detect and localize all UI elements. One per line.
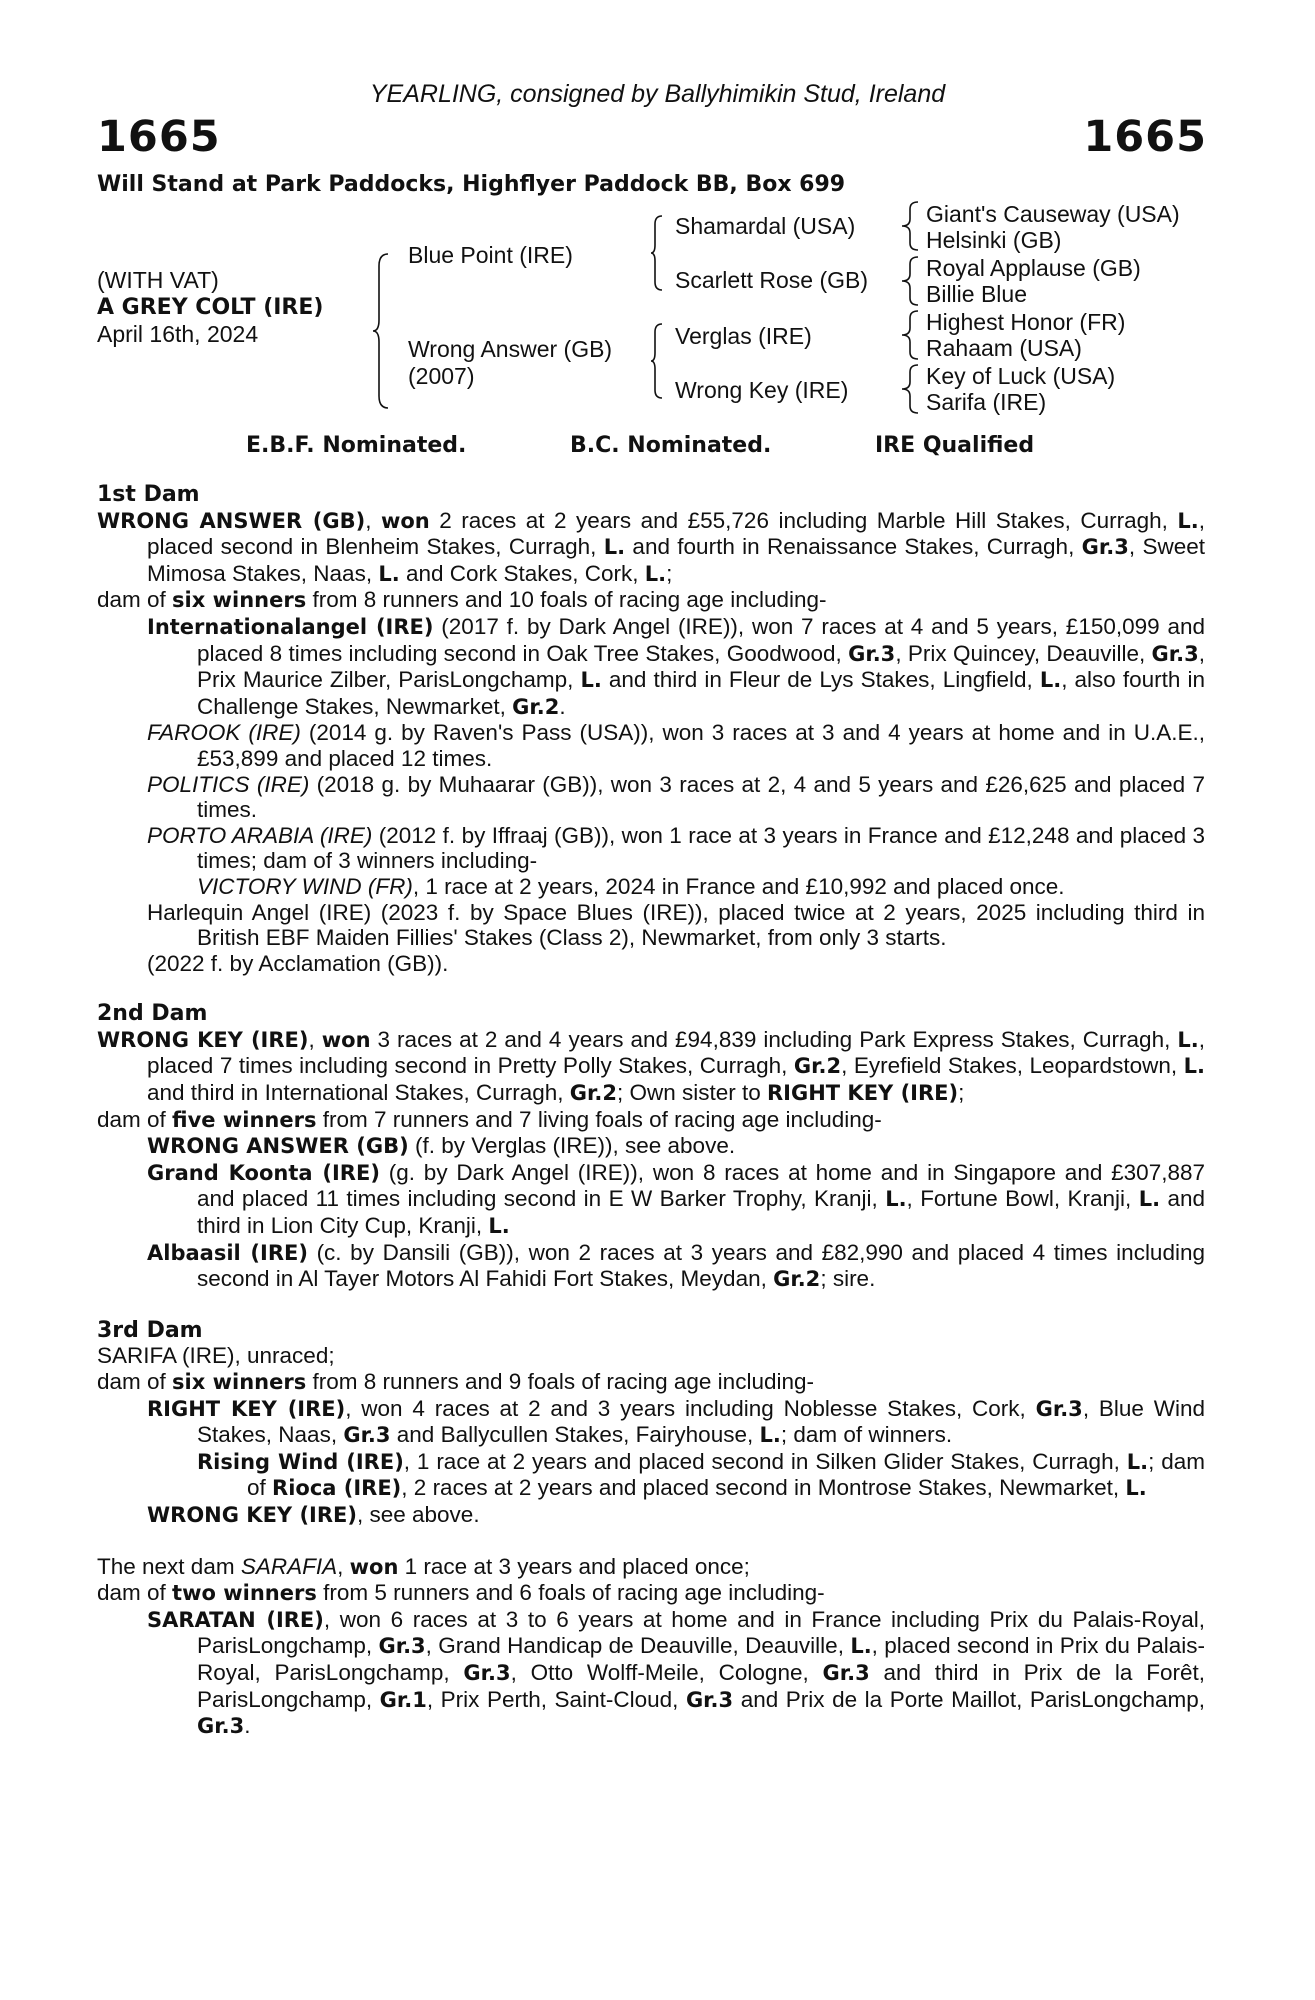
text-run: , [308, 1026, 322, 1052]
brace-g3 [898, 309, 922, 361]
text-run: SARIFA (IRE), unraced; [97, 1343, 335, 1369]
bold-text: Gr.3 [848, 641, 896, 666]
text-run: and third in Lion City Cup, Kranji, [197, 1186, 1205, 1239]
bold-text: Gr.3 [1081, 535, 1129, 560]
text-run: (c. by Dansili (GB)), won 2 races at 3 years and £82,990 and placed 4 times including second in Al Tayer Motors Al Fahidi Fort Stakes, Meydan, [197, 1239, 1205, 1292]
g1: Giant's Causeway (USA) [926, 201, 1180, 227]
dam-section [97, 1554, 1205, 1740]
bold-text: RIGHT KEY (IRE) [147, 1396, 346, 1421]
text-run: ; dam of [247, 1448, 1205, 1501]
dam-section [97, 1001, 1205, 1293]
text-run: dam of [97, 1369, 173, 1394]
produce-record [97, 482, 1205, 1740]
bold-text: Rioca (IRE) [272, 1476, 402, 1501]
brace-g2 [898, 255, 922, 307]
bold-text: WRONG KEY (IRE) [97, 1027, 309, 1052]
section-gap [97, 1529, 1205, 1554]
dam-dam: Wrong Key (IRE) [675, 377, 849, 403]
bold-text: L. [1177, 508, 1199, 533]
section-gap [97, 976, 1205, 1001]
vat-note: (WITH VAT) [97, 267, 219, 293]
text-run: , won 6 races at 3 to 6 years at home and in France including Prix du Palais-Royal, ParisLongchamp, [197, 1606, 1205, 1659]
text-run: , Otto Wolff-Meile, Cologne, [510, 1659, 823, 1685]
text-run: ; Own sister to [616, 1080, 767, 1106]
ebf-nomination: E.B.F. Nominated. [246, 433, 467, 458]
bold-text: L. [580, 668, 602, 693]
produce-entry [97, 1343, 1205, 1369]
bold-text: L. [885, 1187, 907, 1212]
text-run: and third in Fleur de Lys Stakes, Lingfield, [601, 667, 1040, 693]
bold-text: WRONG ANSWER (GB) [147, 1134, 409, 1159]
sire-dam: Scarlett Rose (GB) [675, 267, 868, 293]
text-run: , 1 race at 2 years and placed second in Silken Glider Stakes, Curragh, [403, 1448, 1127, 1474]
produce-entry [97, 823, 1205, 874]
g7: Key of Luck (USA) [926, 363, 1116, 389]
sire-sire: Shamardal (USA) [675, 213, 856, 239]
bold-text: Rising Wind (IRE) [197, 1449, 404, 1474]
bold-text: won [349, 1554, 399, 1579]
bold-text: L. [644, 561, 667, 586]
dam: Wrong Answer (GB) [408, 336, 613, 362]
produce-entry [97, 772, 1205, 823]
text-run: (2017 f. by Dark Angel (IRE)), won 7 races at 4 and 5 years, £150,099 and placed 8 times including second in Oak Tree Stakes, Goodwood, [197, 613, 1205, 666]
produce-entry [97, 508, 1205, 588]
produce-entry [97, 1607, 1205, 1740]
stand-location: Will Stand at Park Paddocks, Highflyer Paddock BB, Box 699 [97, 172, 846, 197]
text-run: , Prix Quincey, Deauville, [895, 640, 1152, 666]
g8: Sarifa (IRE) [926, 389, 1047, 415]
bold-text: L. [1125, 1476, 1147, 1501]
text-run: , placed second in Prix du Palais-Royal, ParisLongchamp, [197, 1633, 1205, 1685]
text-run: , Grand Handicap de Deauville, Deauville, [425, 1633, 851, 1659]
text-run: (f. by Verglas (IRE)), see above. [408, 1133, 736, 1159]
bold-text: two winners [172, 1581, 317, 1606]
bold-text: L. [603, 535, 626, 560]
text-run: , 1 race at 2 years, 2024 in France and £10,992 and placed once. [412, 873, 1065, 899]
produce-entry [97, 1554, 1205, 1581]
text-run: , won 4 races at 2 and 3 years including Noblesse Stakes, Cork, [345, 1395, 1036, 1421]
text-run: The next dam [97, 1553, 241, 1579]
bold-text: L. [1126, 1449, 1149, 1474]
bold-text: Gr.3 [343, 1423, 391, 1448]
text-run: dam of [97, 1580, 173, 1606]
text-run: , [365, 507, 381, 533]
consignment-line: YEARLING, consigned by Ballyhimikin Stud, Ireland [369, 80, 946, 108]
text-run: 2 races at 2 years and £55,726 including Marble Hill Stakes, Curragh, [429, 507, 1178, 533]
bold-text: L. [1138, 1187, 1161, 1212]
italic-text: VICTORY WIND (FR) [197, 873, 413, 899]
g3: Royal Applause (GB) [926, 255, 1141, 281]
text-run: , [337, 1553, 350, 1579]
bold-text: WRONG KEY (IRE) [147, 1502, 357, 1527]
produce-entry [97, 1160, 1205, 1240]
bold-text: Gr.3 [822, 1660, 870, 1685]
brace-g1 [898, 200, 922, 252]
text-run: and third in International Stakes, Curragh, [147, 1080, 570, 1106]
bold-text: Gr.3 [1151, 641, 1199, 666]
dam-section [97, 482, 1205, 976]
produce-entry [97, 1240, 1205, 1293]
bold-text: Internationalangel (IRE) [147, 614, 434, 639]
lot-number-right: 1665 [1083, 112, 1207, 162]
bold-text: L. [1177, 1027, 1199, 1052]
produce-entry [97, 951, 1205, 977]
bold-text: L. [759, 1423, 781, 1448]
sire: Blue Point (IRE) [408, 242, 573, 268]
text-run: (2018 g. by Muhaarar (GB)), won 3 races at 2, 4 and 5 years and £26,625 and placed 7 times. [197, 771, 1205, 823]
bold-text: L. [378, 561, 400, 586]
section-heading: 3rd Dam [97, 1317, 203, 1343]
italic-text: SARAFIA [240, 1553, 338, 1579]
bold-text: six winners [172, 588, 307, 613]
produce-entry [97, 1133, 1205, 1160]
produce-entry [97, 1580, 1205, 1607]
lot-number-left: 1665 [97, 112, 221, 162]
text-run: from 8 runners and 9 foals of racing age including- [306, 1369, 814, 1394]
bold-text: Albaasil (IRE) [147, 1240, 308, 1265]
produce-entry [97, 1027, 1205, 1107]
italic-text: PORTO ARABIA (IRE) [147, 822, 373, 848]
text-run: , placed 7 times including second in Pretty Polly Stakes, Curragh, [147, 1026, 1205, 1079]
produce-entry [97, 1369, 1205, 1396]
bold-text: RIGHT KEY (IRE) [767, 1081, 959, 1106]
produce-entry [97, 587, 1205, 614]
bold-text: L. [850, 1634, 872, 1659]
produce-entry [97, 1449, 1205, 1502]
text-run: ; sire. [820, 1266, 876, 1292]
brace-sire [648, 214, 666, 292]
bold-text: L. [1183, 1054, 1205, 1079]
bold-text: Gr.2 [569, 1081, 617, 1106]
bold-text: Gr.3 [378, 1634, 426, 1659]
text-run: Harlequin Angel (IRE) (2023 f. by Space Blues (IRE)), placed twice at 2 years, 2025 including third in British EBF Maiden Fillies' Stakes (Class 2), Newmarket, from only 3 starts. [147, 899, 1205, 951]
brace-g4 [898, 363, 922, 415]
bold-text: Gr.2 [773, 1267, 821, 1292]
horse-name: A GREY COLT (IRE) [97, 295, 324, 320]
text-run: (2012 f. by Iffraaj (GB)), won 1 race at 3 years in France and £12,248 and placed 3 times; dam of 3 winners including- [197, 822, 1206, 874]
text-run: , Sweet Mimosa Stakes, Naas, [147, 534, 1205, 586]
bold-text: Gr.3 [1035, 1396, 1083, 1421]
text-run: ; [958, 1080, 965, 1106]
text-run: from 7 runners and 7 living foals of racing age including- [316, 1106, 882, 1132]
g2: Helsinki (GB) [926, 227, 1062, 253]
bc-nomination: B.C. Nominated. [570, 433, 772, 458]
text-run: , Blue Wind Stakes, Naas, [197, 1395, 1205, 1448]
bold-text: Grand Koonta (IRE) [147, 1160, 380, 1185]
bold-text: L. [1039, 668, 1062, 693]
bold-text: L. [488, 1214, 510, 1239]
bold-text: won [380, 508, 430, 533]
text-run: , placed second in Blenheim Stakes, Curragh, [147, 507, 1205, 560]
text-run: dam of [97, 587, 173, 613]
bold-text: Gr.2 [793, 1054, 842, 1079]
section-heading: 2nd Dam [97, 1001, 208, 1027]
bold-text: Gr.2 [512, 694, 560, 719]
bold-text: five winners [172, 1107, 317, 1132]
text-run: from 8 runners and 10 foals of racing age including- [306, 587, 827, 613]
text-run: and third in Prix de la Forêt, ParisLongchamp, [197, 1659, 1205, 1712]
bold-text: Gr.3 [463, 1660, 511, 1685]
bold-text: won [321, 1027, 371, 1052]
text-run: (g. by Dark Angel (IRE)), won 8 races at home and in Singapore and £307,887 and placed 11 times including second in E W Barker Trophy, Kranji, [197, 1159, 1206, 1212]
g6: Rahaam (USA) [926, 335, 1082, 361]
bold-text: SARATAN (IRE) [147, 1607, 324, 1632]
text-run: . [559, 693, 566, 719]
text-run: dam of [97, 1106, 173, 1132]
bold-text: Gr.1 [379, 1687, 427, 1712]
g4: Billie Blue [926, 281, 1027, 307]
italic-text: FAROOK (IRE) [147, 720, 301, 746]
produce-entry [97, 1502, 1205, 1529]
produce-entry [97, 1396, 1205, 1449]
produce-entry [97, 900, 1205, 951]
text-run: and Cork Stakes, Cork, [399, 560, 645, 586]
text-run: from 5 runners and 6 foals of racing age including- [316, 1580, 825, 1606]
italic-text: POLITICS (IRE) [147, 771, 310, 797]
bold-text: WRONG ANSWER (GB) [97, 508, 366, 533]
brace-dam [648, 322, 666, 400]
produce-entry [97, 720, 1205, 771]
bold-text: six winners [172, 1370, 307, 1394]
text-run: (2022 f. by Acclamation (GB)). [147, 950, 449, 976]
text-run: and Prix de la Porte Maillot, ParisLongchamp, [733, 1686, 1205, 1712]
text-run: (2014 g. by Raven's Pass (USA)), won 3 races at 3 and 4 years at home and in U.A.E., £53,899 and placed 12 times. [197, 720, 1205, 771]
text-run: , 2 races at 2 years and placed second in Montrose Stakes, Newmarket, [401, 1475, 1126, 1501]
text-run: , Prix Maurice Zilber, ParisLongchamp, [197, 640, 1205, 693]
text-run: and Ballycullen Stakes, Fairyhouse, [390, 1422, 760, 1448]
text-run: , Fortune Bowl, Kranji, [906, 1186, 1139, 1212]
ire-qualified: IRE Qualified [875, 433, 1035, 458]
brace-main [370, 252, 392, 410]
text-run: and fourth in Renaissance Stakes, Curragh, [625, 534, 1082, 560]
section-heading: 1st Dam [97, 482, 200, 507]
text-run: ; dam of winners. [780, 1422, 953, 1448]
text-run: ; [666, 560, 673, 586]
bold-text: Gr.3 [197, 1714, 245, 1739]
section-gap [97, 1293, 1205, 1318]
text-run: . [244, 1713, 251, 1739]
produce-entry [97, 614, 1205, 720]
g5: Highest Honor (FR) [926, 309, 1126, 335]
text-run: , see above. [356, 1501, 480, 1527]
produce-entry [97, 1107, 1205, 1134]
text-run: , Prix Perth, Saint-Cloud, [426, 1686, 686, 1712]
bold-text: Gr.3 [685, 1687, 734, 1712]
dam-sire: Verglas (IRE) [675, 323, 812, 349]
foaling-date: April 16th, 2024 [97, 321, 259, 347]
text-run: , Eyrefield Stakes, Leopardstown, [841, 1053, 1184, 1079]
dam-section [97, 1318, 1205, 1529]
text-run: , also fourth in Challenge Stakes, Newmarket, [197, 667, 1205, 719]
text-run: 1 race at 3 years and placed once; [398, 1553, 750, 1579]
dam-year: (2007) [408, 363, 475, 389]
text-run: 3 races at 2 and 4 years and £94,839 including Park Express Stakes, Curragh, [370, 1026, 1178, 1052]
produce-entry [97, 874, 1205, 900]
